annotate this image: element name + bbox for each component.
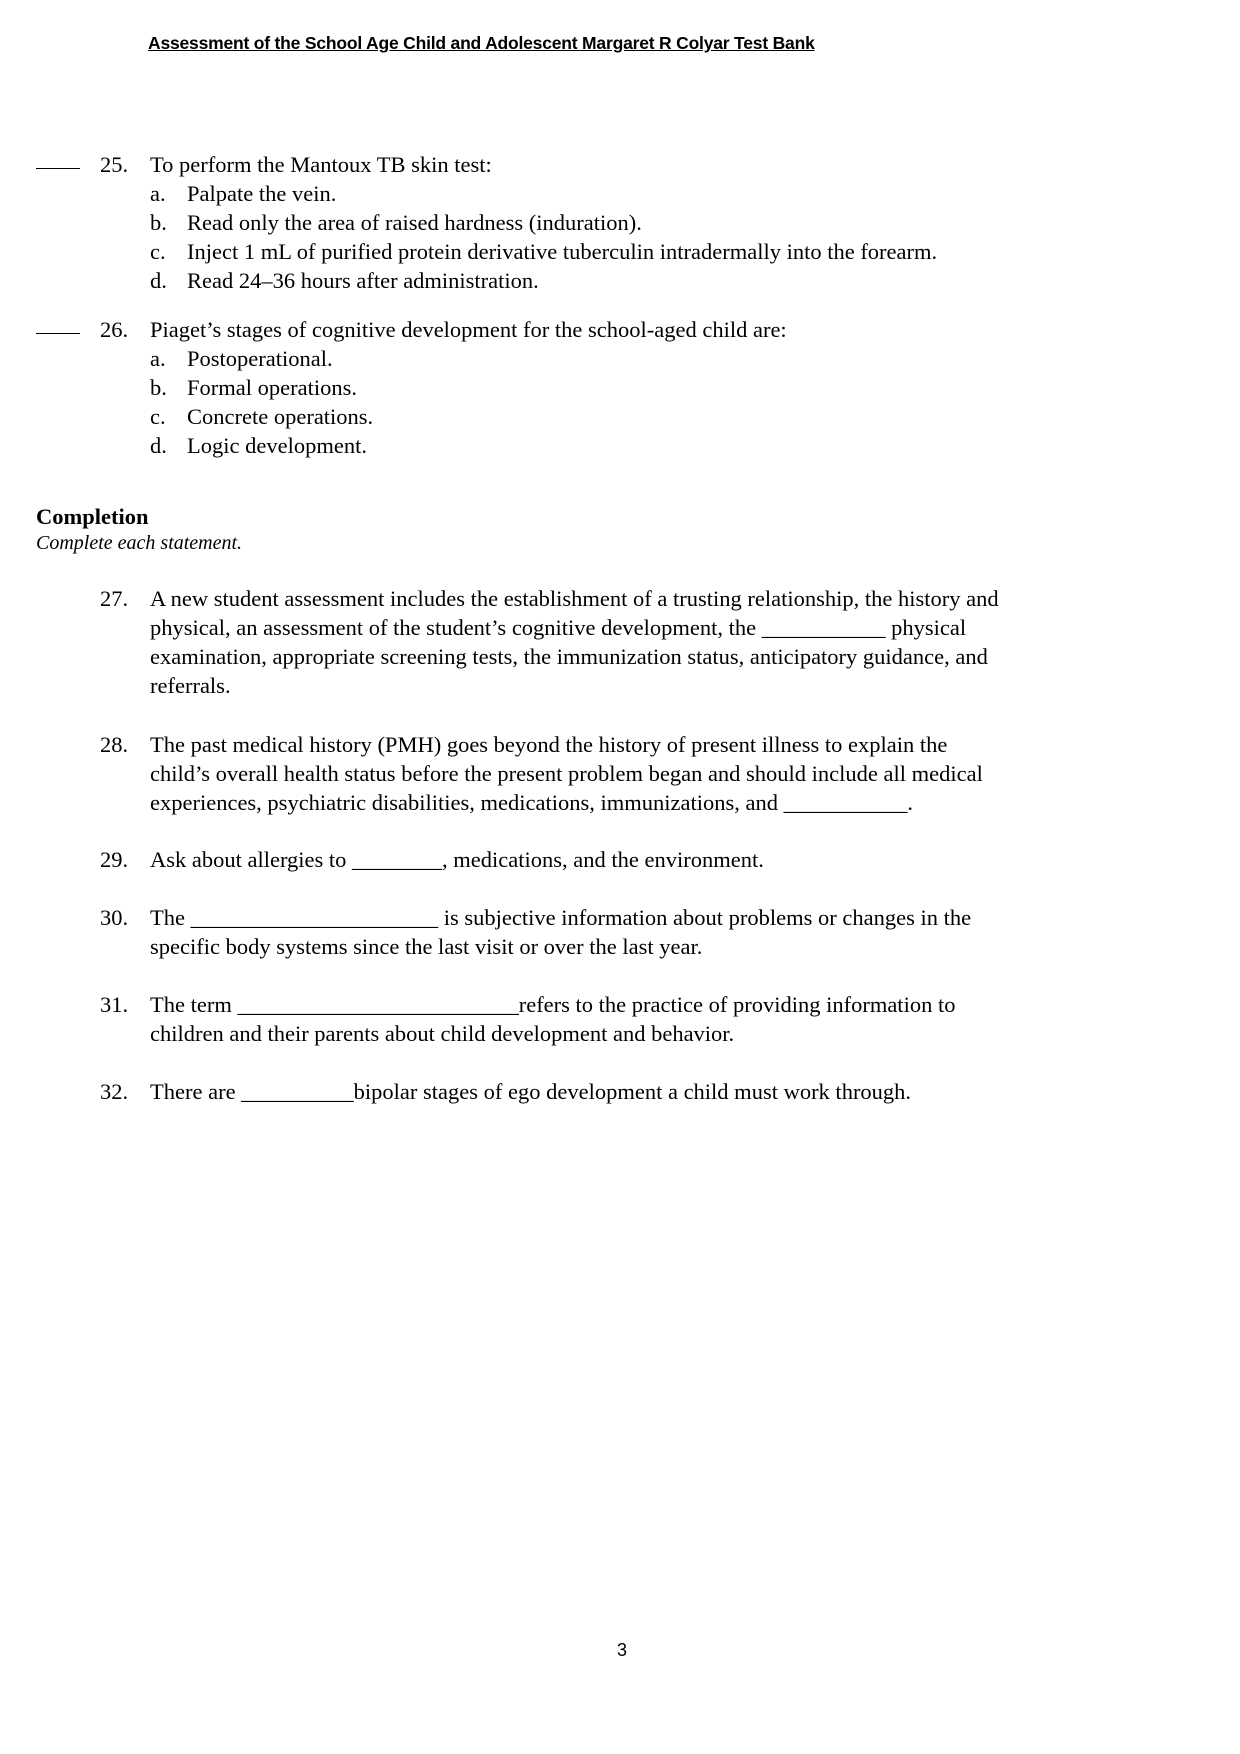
section-instruction: Complete each statement. [36, 532, 243, 554]
option-d [0, 431, 1240, 460]
question-stem: Piaget’s stages of cognitive development for the school-aged child are: [150, 317, 787, 342]
option-letter: b. [150, 375, 167, 400]
statement-line: The ______________________ is subjective information about problems or changes in the [150, 905, 972, 930]
option-a [0, 179, 1240, 208]
option-letter: c. [150, 404, 166, 429]
option-text: Logic development. [187, 433, 367, 458]
statement-line: children and their parents about child development and behavior. [150, 1021, 735, 1046]
option-text: Read 24–36 hours after administration. [187, 268, 539, 293]
option-letter: d. [150, 433, 167, 458]
option-text: Inject 1 mL of purified protein derivative tuberculin intradermally into the forearm. [187, 239, 938, 264]
page-header: Assessment of the School Age Child and Adolescent Margaret R Colyar Test Bank [148, 33, 815, 53]
section-heading [36, 503, 242, 557]
statement-line: Ask about allergies to ________, medications, and the environment. [150, 847, 764, 872]
page-number: 3 [617, 1640, 628, 1660]
question-number: 29. [100, 847, 129, 872]
statement-line: experiences, psychiatric disabilities, medications, immunizations, and ___________. [150, 790, 913, 815]
option-text: Concrete operations. [187, 404, 374, 429]
question-number: 27. [100, 586, 129, 611]
question-number: 26. [100, 317, 129, 342]
option-letter: a. [150, 181, 166, 206]
option-letter: c. [150, 239, 166, 264]
statement-line: There are __________bipolar stages of ego development a child must work through. [150, 1079, 912, 1104]
statement-line: referrals. [150, 673, 231, 698]
question-number: 30. [100, 905, 129, 930]
question-number: 32. [100, 1079, 129, 1104]
statement-line: A new student assessment includes the establishment of a trusting relationship, the history and [150, 586, 999, 611]
option-letter: a. [150, 346, 166, 371]
question-number: 25. [100, 152, 129, 177]
option-text: Palpate the vein. [187, 181, 337, 206]
option-c [0, 237, 1240, 266]
question-number: 28. [100, 732, 129, 757]
answer-blank[interactable] [36, 168, 80, 169]
option-a [0, 344, 1240, 373]
question-number: 31. [100, 992, 129, 1017]
section-title: Completion [36, 504, 149, 529]
statement-line: specific body systems since the last visit or over the last year. [150, 934, 703, 959]
option-d [0, 266, 1240, 295]
statement-line: The term _________________________refers to the practice of providing information to [150, 992, 956, 1017]
option-text: Read only the area of raised hardness (induration). [187, 210, 642, 235]
option-text: Postoperational. [187, 346, 333, 371]
option-b [0, 373, 1240, 402]
option-text: Formal operations. [187, 375, 357, 400]
option-letter: b. [150, 210, 167, 235]
option-letter: d. [150, 268, 167, 293]
statement-line: child’s overall health status before the present problem began and should include all medical [150, 761, 983, 786]
option-b [0, 208, 1240, 237]
answer-blank[interactable] [36, 333, 80, 334]
statement-line: examination, appropriate screening tests, the immunization status, anticipatory guidance, and [150, 644, 988, 669]
question-stem: To perform the Mantoux TB skin test: [150, 152, 492, 177]
option-c [0, 402, 1240, 431]
statement-line: The past medical history (PMH) goes beyond the history of present illness to explain the [150, 732, 948, 757]
statement-line: physical, an assessment of the student’s cognitive development, the ___________ physical [150, 615, 967, 640]
